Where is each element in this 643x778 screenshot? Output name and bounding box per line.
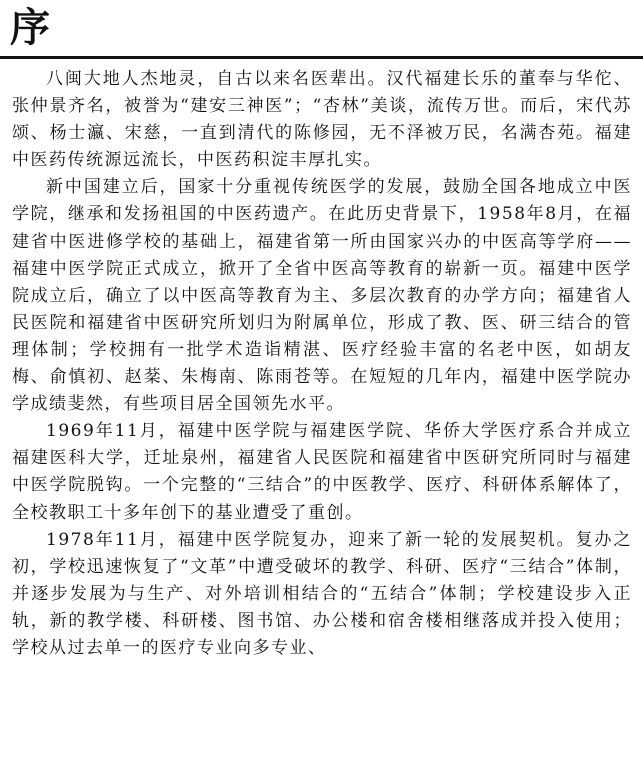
page-title: 序 (10, 4, 50, 51)
paragraph-1: 八闽大地人杰地灵，自古以来名医辈出。汉代福建长乐的董奉与华佗、张仲景齐名，被誉为“建安三神医”；“杏林”美谈，流传万世。而后，宋代苏颂、杨士瀛、宋慈，一直到清代的陈修园，无不泽被万民，名满杏苑。福建中医药传统源远流长，中医药积淀丰厚扎实。 (12, 69, 632, 171)
body-text (12, 66, 632, 662)
paragraph-4: 1978年11月，福建中医学院复办，迎来了新一轮的发展契机。复办之初，学校迅速恢复了“文革”中遭受破坏的教学、科研、医疗“三结合”体制，并逐步发展为与生产、对外培训相结合的“五结合”体制；学校建设步入正轨，新的教学楼、科研楼、图书馆、办公楼和宿舍楼相继落成并投入使用；学校从过去单一的医疗专业向多专业、 (12, 529, 632, 658)
paragraph-2: 新中国建立后，国家十分重视传统医学的发展，鼓励全国各地成立中医学院，继承和发扬祖国的中医药遗产。在此历史背景下，1958年8月，在福建省中医进修学校的基础上，福建省第一所由国家兴办的中医高等学府——福建中医学院正式成立，掀开了全省中医高等教育的崭新一页。福建中医学院成立后，确立了以中医高等教育为主、多层次教育的办学方向；福建省人民医院和福建省中医研究所划归为附属单位，形成了教、医、研三结合的管理体制；学校拥有一批学术造诣精湛、医疗经验丰富的名老中医，如胡友梅、俞慎初、赵棻、朱梅南、陈雨苍等。在短短的几年内，福建中医学院办学成绩斐然，有些项目居全国领先水平。 (12, 177, 632, 415)
title-rule (0, 56, 643, 59)
paragraph-3: 1969年11月，福建中医学院与福建医学院、华侨大学医疗系合并成立福建医科大学，迁址泉州，福建省人民医院和福建省中医研究所同时与福建中医学院脱钩。一个完整的“三结合”的中医教学、医疗、科研体系解体了，全校教职工十多年创下的基业遭受了重创。 (12, 421, 632, 523)
